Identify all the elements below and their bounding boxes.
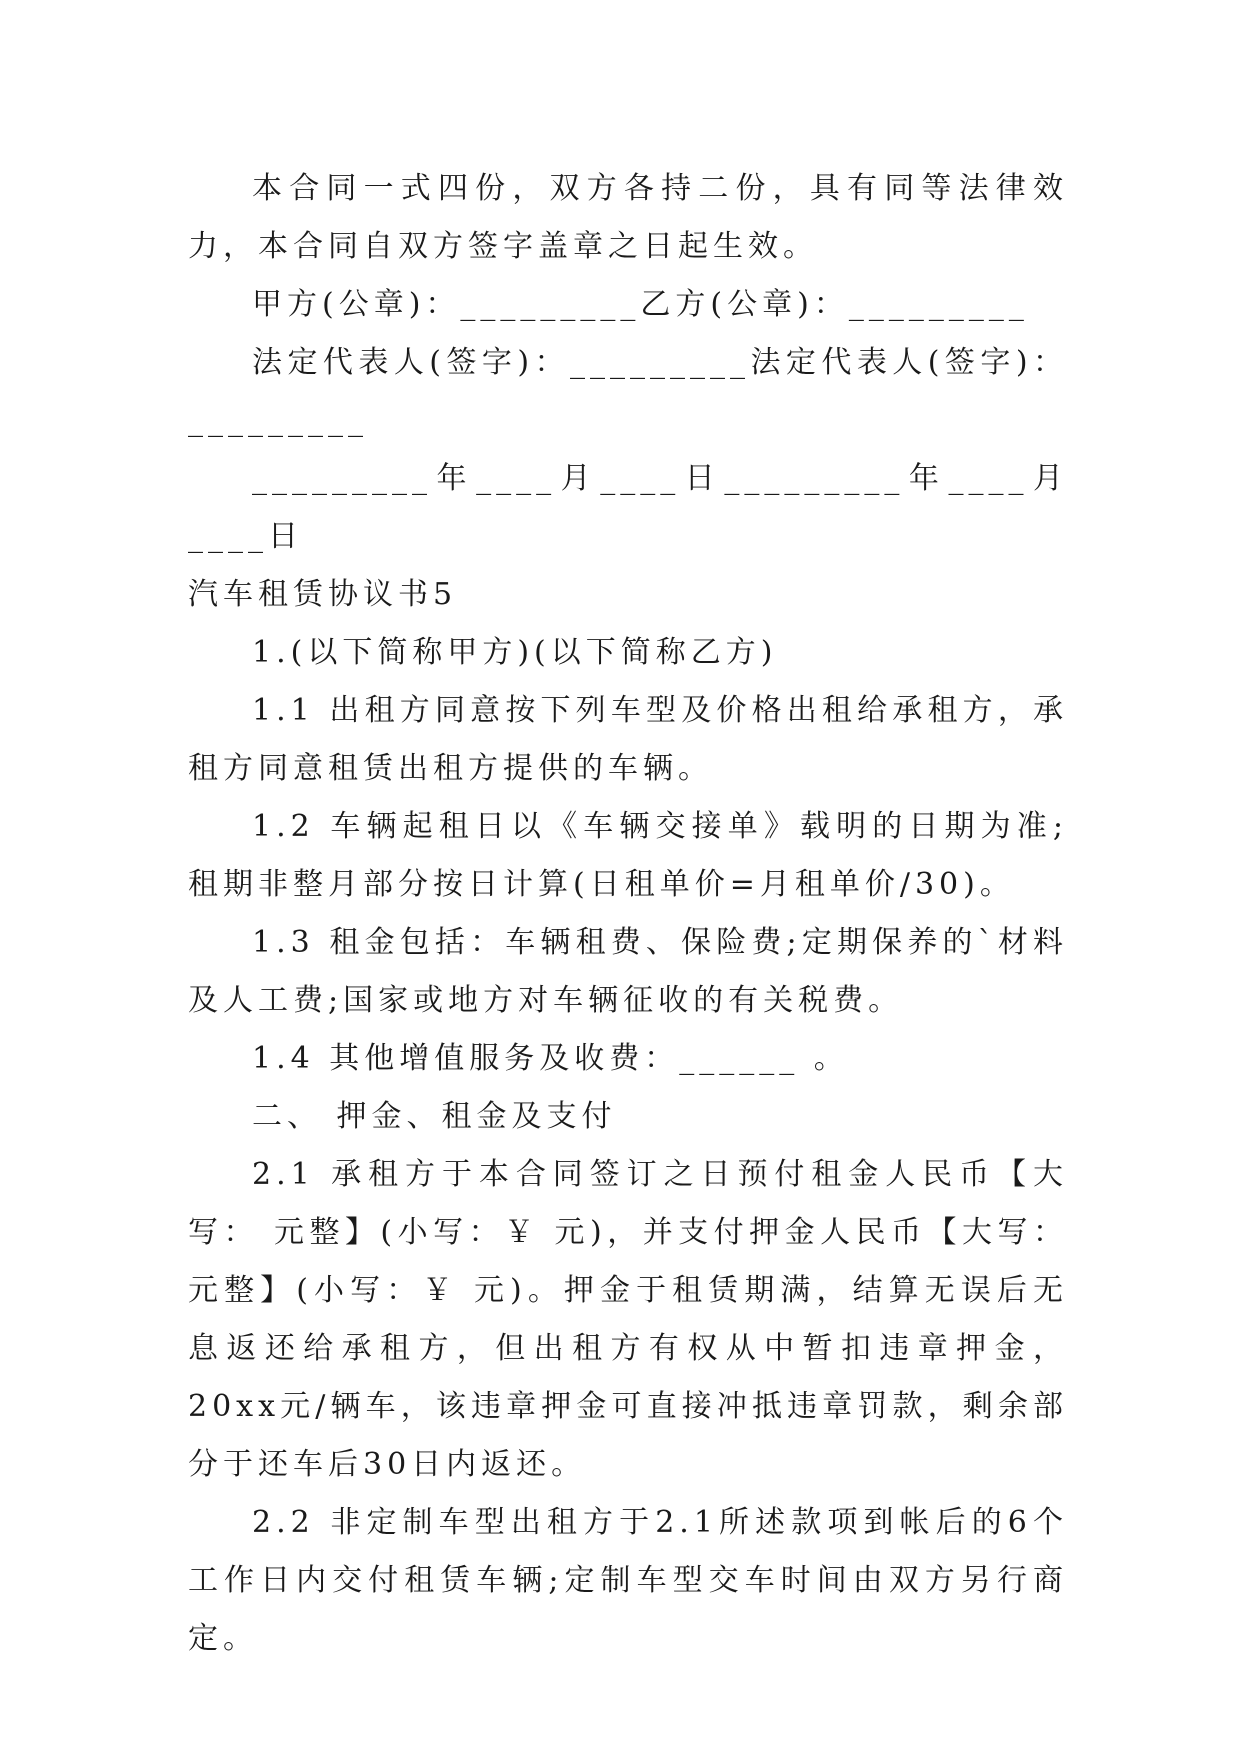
section-title: 汽车租赁协议书5 [188,577,458,612]
clause-2-1: 2.1 承租方于本合同签订之日预付租金人民币【大写： 元整】(小写：￥ 元)，并支付押金人民币【大写： 元整】(小写：￥ 元)。押金于租赁期满，结算无误后无息返还给承租方，但出租方有权从中暂扣违章押金，20xx元/辆车，该违章押金可直接冲抵违章罚款，剩余部分于还车后30日内返还。 [188,1157,1068,1482]
clause-2-2: 2.2 非定制车型出租方于2.1所述款项到帐后的6个工作日内交付租赁车辆;定制车型交车时间由双方另行商定。 [188,1505,1068,1656]
section-heading-deposit: 二、 押金、租金及支付 [252,1099,617,1134]
paragraph-party-seals: 甲方(公章)：_________乙方(公章)：_________ [252,287,1029,322]
paragraph-signing-dates: _________年____月____日_________年____月____日 [188,461,1068,554]
clause-1-1: 1.1 出租方同意按下列车型及价格出租给承租方，承租方同意租赁出租方提供的车辆。 [188,693,1068,786]
document-page [188,160,1068,1668]
paragraph-contract-copies: 本合同一式四份，双方各持二份，具有同等法律效力，本合同自双方签字盖章之日起生效。 [188,171,1068,264]
paragraph-party-definitions: 1.(以下简称甲方)(以下简称乙方) [252,635,778,670]
clause-1-2: 1.2 车辆起租日以《车辆交接单》载明的日期为准;租期非整月部分按日计算(日租单价=月租单价/30)。 [188,809,1068,902]
clause-1-4: 1.4 其他增值服务及收费：______ 。 [252,1041,849,1076]
paragraph-legal-representatives: 法定代表人(签字)：_________法定代表人(签字)：_________ [188,345,1068,438]
clause-1-3: 1.3 租金包括：车辆租费、保险费;定期保养的`材料及人工费;国家或地方对车辆征收的有关税费。 [188,925,1068,1018]
